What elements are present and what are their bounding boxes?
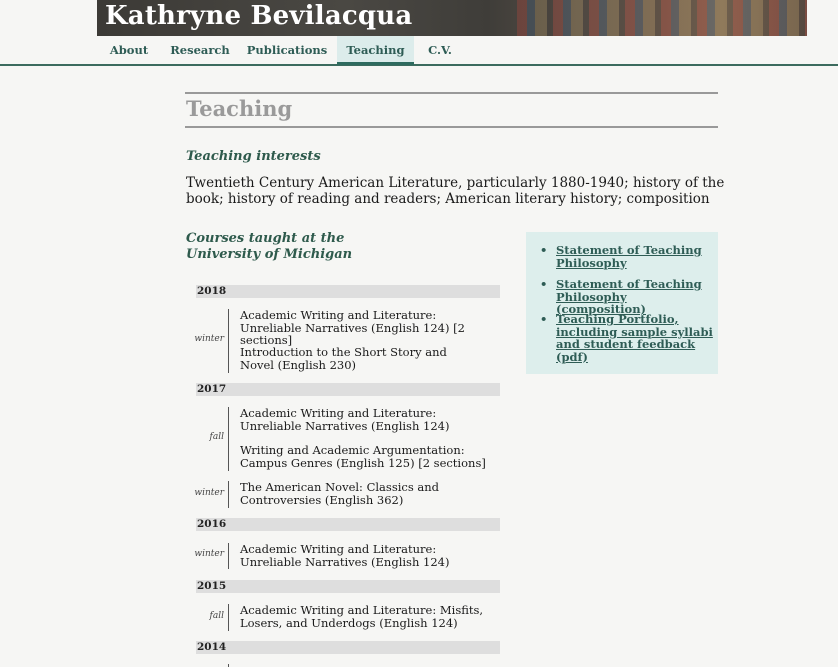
course-item: Introduction to the Short Story and Novel (English 230) <box>240 345 447 372</box>
interests-heading: Teaching interests <box>186 149 321 164</box>
term-label: fall <box>209 611 224 621</box>
title-rule-top <box>185 92 718 94</box>
title-rule-bottom <box>185 126 718 128</box>
interests-text: Twentieth Century American Literature, particularly 1880-1940; history of the book; history of reading and readers; American literary history; composition <box>186 175 725 207</box>
term-label: winter <box>194 488 224 498</box>
teaching-portfolio-link[interactable]: Teaching Portfolio, including sample syllabi and student feedback (pdf) <box>556 312 713 364</box>
nav-teaching[interactable]: Teaching <box>337 36 414 65</box>
bullet-icon: • <box>540 312 548 326</box>
year-header-2015: 2015 <box>196 580 500 593</box>
teaching-documents-box <box>526 232 718 374</box>
course-item: Writing and Academic Argumentation: Campus Genres (English 125) [2 sections] <box>240 443 486 470</box>
year-header-2017: 2017 <box>196 383 500 396</box>
term-divider <box>228 309 229 373</box>
term-label: fall <box>209 432 224 442</box>
term-divider <box>228 543 229 569</box>
nav-research[interactable]: Research <box>170 43 230 57</box>
nav-cv[interactable]: C.V. <box>428 43 452 57</box>
courses-heading-line2: University of Michigan <box>186 247 353 262</box>
header-banner <box>97 0 807 36</box>
courses-heading-line1: Courses taught at the <box>186 231 345 246</box>
teaching-philosophy-composition-link[interactable]: Statement of Teaching Philosophy (composition) <box>556 277 702 316</box>
bullet-icon: • <box>540 243 548 257</box>
term-divider <box>228 481 229 508</box>
course-item: Academic Writing and Literature: Unreliable Narratives (English 124) [2 sections] <box>240 308 465 347</box>
term-divider <box>228 604 229 631</box>
bookshelf-image <box>517 0 807 36</box>
course-item: The American Novel: Classics and Controversies (English 362) <box>240 480 440 507</box>
nav-publications[interactable]: Publications <box>246 43 328 57</box>
course-item: Academic Writing and Literature: Unreliable Narratives (English 124) <box>240 542 450 569</box>
term-label: winter <box>194 334 224 344</box>
course-item: Academic Writing and Literature: Misfits, Losers, and Underdogs (English 124) <box>240 603 484 630</box>
year-header-2018: 2018 <box>196 285 500 298</box>
term-label: winter <box>194 549 224 559</box>
page-title: Teaching <box>186 96 293 121</box>
course-item: Academic Writing and Literature: Unreliable Narratives (English 124) <box>240 406 450 433</box>
site-title[interactable]: Kathryne Bevilacqua <box>105 1 413 31</box>
year-header-2014: 2014 <box>196 641 500 654</box>
year-header-2016: 2016 <box>196 518 500 531</box>
teaching-philosophy-link[interactable]: Statement of Teaching Philosophy <box>556 243 702 270</box>
bullet-icon: • <box>540 277 548 291</box>
term-divider <box>228 407 229 471</box>
nav-about[interactable]: About <box>109 43 149 57</box>
main-nav <box>0 36 838 66</box>
